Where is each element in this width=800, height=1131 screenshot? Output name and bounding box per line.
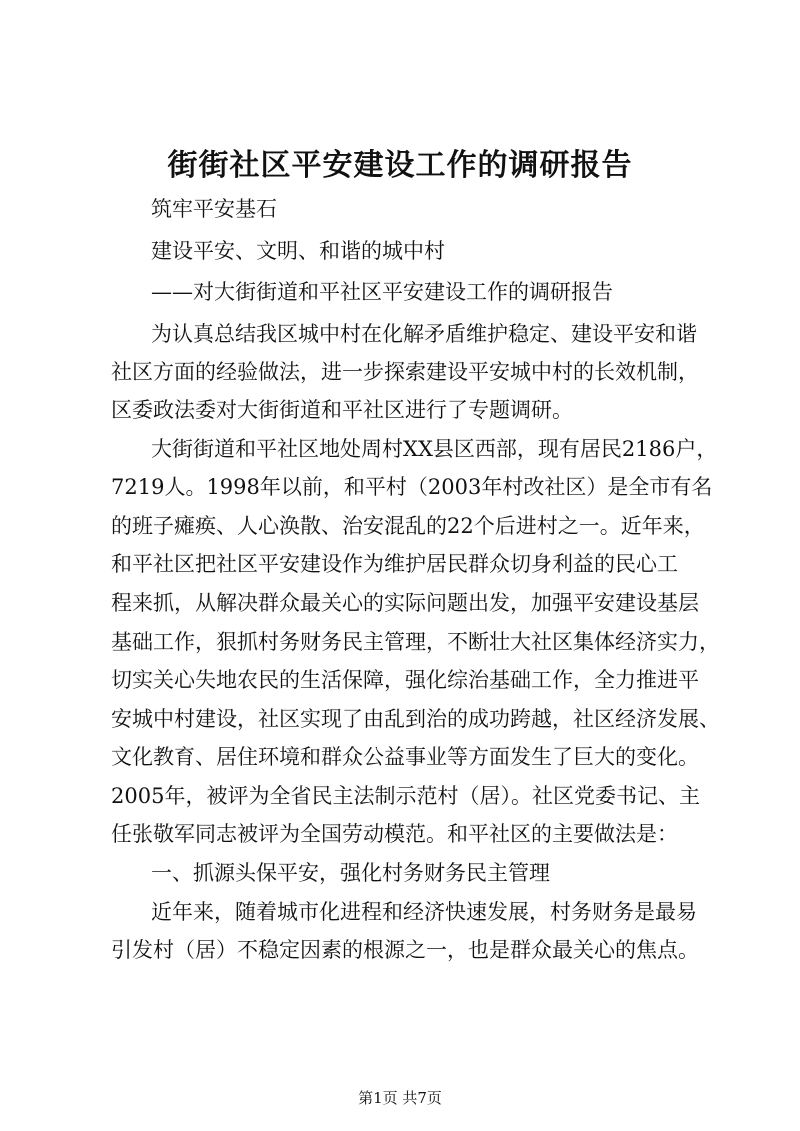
paragraph-line: 任张敬军同志被评为全国劳动模范。和平社区的主要做法是： [111,822,678,846]
paragraph-line: 社区方面的经验做法，进一步探索建设平安城中村的长效机制， [111,360,699,384]
subtitle-line: 建设平安、文明、和谐的城中村 [151,239,445,263]
document-title: 街街社区平安建设工作的调研报告 [167,148,633,183]
paragraph-line: 文化教育、居住环境和群众公益事业等方面发生了巨大的变化。 [111,745,699,769]
paragraph-line: 的班子瘫痪、人心涣散、治安混乱的22个后进村之一。近年来， [111,514,705,538]
paragraph-line: 7219人。1998年以前，和平村（2003年村改社区）是全市有名 [111,475,713,499]
paragraph-line: 大街街道和平社区地处周村XX县区西部，现有居民2186户， [151,437,718,461]
page-number: 第1页 共7页 [358,1089,442,1107]
paragraph-line: 程来抓，从解决群众最关心的实际问题出发，加强平安建设基层 [111,591,699,615]
subtitle-line: ——对大街街道和平社区平安建设工作的调研报告 [151,280,613,304]
paragraph-line: 为认真总结我区城中村在化解矛盾维护稳定、建设平安和谐 [151,322,697,346]
paragraph-line: 切实关心失地农民的生活保障，强化综治基础工作，全力推进平 [111,668,699,692]
section-heading: 一、抓源头保平安，强化村务财务民主管理 [151,861,550,885]
paragraph-line: 2005年，被评为全省民主法制示范村（居）。社区党委书记、主 [111,784,700,808]
paragraph-line: 区委政法委对大街街道和平社区进行了专题调研。 [111,398,573,422]
paragraph-line: 安城中村建设，社区实现了由乱到治的成功跨越，社区经济发展、 [111,707,720,731]
paragraph-line: 基础工作，狠抓村务财务民主管理，不断壮大社区集体经济实力， [111,630,720,654]
paragraph-line: 近年来，随着城市化进程和经济快速发展，村务财务是最易 [151,900,697,924]
paragraph-line: 和平社区把社区平安建设作为维护居民群众切身利益的民心工 [111,552,678,576]
subtitle-line: 筑牢平安基石 [151,197,277,221]
paragraph-line: 引发村（居）不稳定因素的根源之一，也是群众最关心的焦点。 [111,938,699,962]
